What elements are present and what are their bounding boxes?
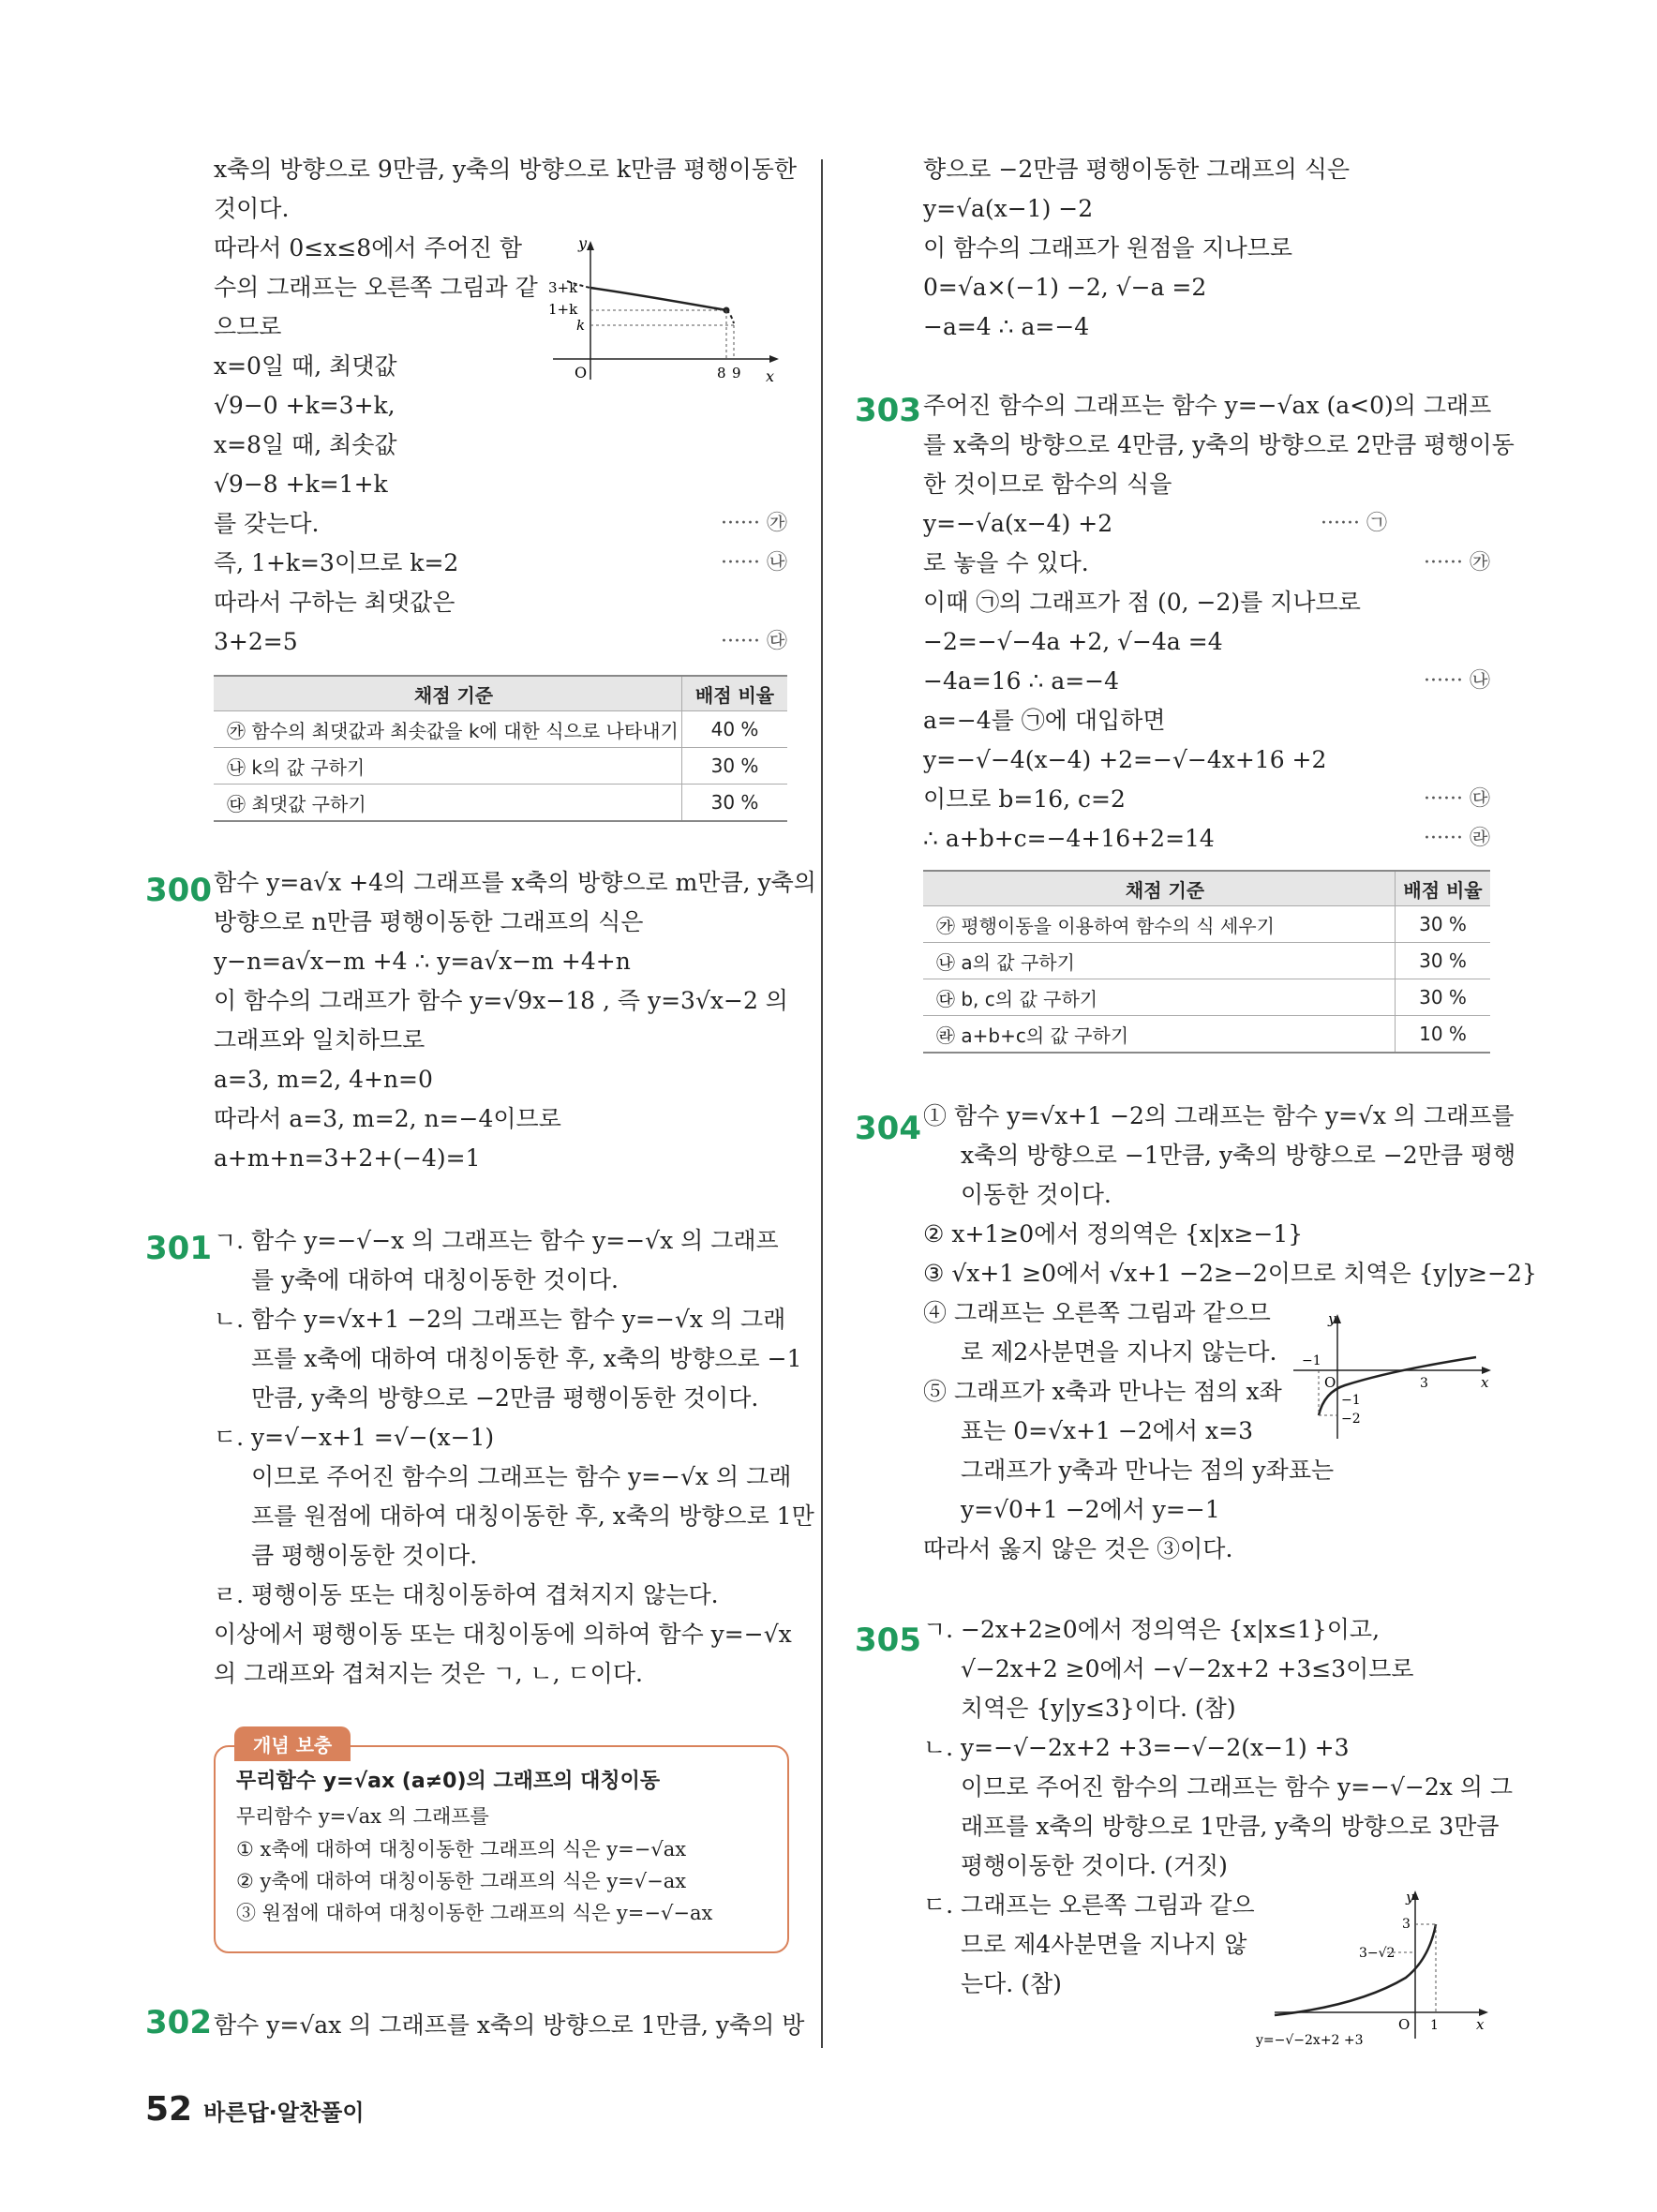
concept-title: 무리함수 y=√ax (a≠0)의 그래프의 대칭이동 bbox=[236, 1770, 661, 1793]
marker-da: ······ ㉰ bbox=[1424, 787, 1490, 811]
text-line: ㄷ. y=√−x+1 =√−(x−1) bbox=[214, 1424, 495, 1451]
text-line: 표는 0=√x+1 −2에서 x=3 bbox=[961, 1417, 1253, 1444]
text-line: 따라서 a=3, m=2, n=−4이므로 bbox=[214, 1105, 561, 1132]
text-line: ㄱ. −2x+2≥0에서 정의역은 {x|x≤1}이고, bbox=[923, 1616, 1381, 1643]
marker-ga: ······ ㉮ bbox=[1424, 551, 1490, 575]
text-line: 이동한 것이다. bbox=[961, 1181, 1112, 1208]
text-line: 주어진 함수의 그래프는 함수 y=−√ax (a<0)의 그래프 bbox=[923, 392, 1492, 419]
text-line: ㄹ. 평행이동 또는 대칭이동하여 겹쳐지지 않는다. bbox=[214, 1581, 719, 1608]
table-row bbox=[214, 748, 787, 785]
text-line: x=0일 때, 최댓값 bbox=[214, 352, 397, 380]
tick-label: 3 bbox=[1420, 1376, 1428, 1391]
marker-da: ······ ㉰ bbox=[721, 630, 787, 653]
tick-label: 8 bbox=[717, 365, 726, 381]
text-line: 함수 y=√ax 의 그래프를 x축의 방향으로 1만큼, y축의 방 bbox=[214, 2011, 805, 2039]
text-line: 그래프와 일치하므로 bbox=[214, 1026, 425, 1054]
table-cell: 30 % bbox=[1396, 943, 1491, 979]
text-line: 이므로 주어진 함수의 그래프는 함수 y=−√x 의 그래 bbox=[251, 1463, 792, 1490]
text-line: x축의 방향으로 9만큼, y축의 방향으로 k만큼 평행이동한 bbox=[214, 156, 798, 183]
problem-number-305: 305 bbox=[855, 1622, 921, 1659]
concept-line: ③ 원점에 대하여 대칭이동한 그래프의 식은 y=−√−ax bbox=[236, 1902, 713, 1924]
problem-number-300: 300 bbox=[145, 872, 212, 909]
axis-label: y bbox=[1406, 1889, 1414, 1906]
text-line: 를 y축에 대하여 대칭이동한 것이다. bbox=[251, 1266, 619, 1293]
table-row bbox=[923, 906, 1490, 943]
text-line: 의 그래프와 겹쳐지는 것은 ㄱ, ㄴ, ㄷ이다. bbox=[214, 1660, 643, 1687]
text-line: 치역은 {y|y≤3}이다. (참) bbox=[961, 1695, 1236, 1722]
text-line: 므로 제4사분면을 지나지 않 bbox=[961, 1931, 1247, 1958]
table-cell: ㉰ b, c의 값 구하기 bbox=[923, 979, 1396, 1016]
text-line: 를 x축의 방향으로 4만큼, y축의 방향으로 2만큼 평행이동 bbox=[923, 431, 1515, 458]
page-number: 52 bbox=[145, 2090, 193, 2129]
graph-304 bbox=[1289, 1312, 1495, 1443]
graph-305 bbox=[1256, 1889, 1490, 2048]
scoring-table-1 bbox=[214, 675, 787, 822]
text-line: 그래프가 y축과 만나는 점의 y좌표는 bbox=[961, 1457, 1335, 1484]
table-row bbox=[214, 711, 787, 748]
marker-na: ······ ㉯ bbox=[721, 551, 787, 575]
tick-label: 3−√2 bbox=[1359, 1946, 1396, 1961]
table-header: 채점 기준 bbox=[214, 676, 682, 711]
text-line: √−2x+2 ≥0에서 −√−2x+2 +3≤3이므로 bbox=[961, 1655, 1414, 1682]
text-line: a+m+n=3+2+(−4)=1 bbox=[214, 1144, 481, 1172]
text-line: 평행이동한 것이다. (거짓) bbox=[961, 1852, 1228, 1879]
text-line: 따라서 옳지 않은 것은 ③이다. bbox=[923, 1535, 1233, 1562]
axis-label: x bbox=[1476, 2016, 1485, 2033]
text-line: 따라서 0≤x≤8에서 주어진 함 bbox=[214, 234, 522, 262]
table-cell: 30 % bbox=[682, 748, 788, 785]
problem-number-304: 304 bbox=[855, 1110, 921, 1147]
text-line: √9−8 +k=1+k bbox=[214, 471, 388, 498]
table-cell: 40 % bbox=[682, 711, 788, 748]
axis-label: x bbox=[766, 367, 775, 385]
tick-label: 9 bbox=[732, 365, 741, 381]
text-line: 프를 x축에 대하여 대칭이동한 후, x축의 방향으로 −1 bbox=[251, 1345, 802, 1372]
tick-label: −2 bbox=[1341, 1412, 1361, 1427]
text-line: −4a=16 ∴ a=−4 ······ ㉯ bbox=[923, 662, 1490, 701]
function-label: y=−√−2x+2 +3 bbox=[1256, 2033, 1364, 2048]
problem-number-302: 302 bbox=[145, 2004, 212, 2041]
marker-na: ······ ㉯ bbox=[1424, 669, 1490, 693]
text-line: 방향으로 n만큼 평행이동한 그래프의 식은 bbox=[214, 908, 644, 935]
table-row bbox=[923, 979, 1490, 1016]
text-line: 으므로 bbox=[214, 313, 282, 340]
table-header-row bbox=[923, 871, 1490, 906]
table-cell: 30 % bbox=[1396, 906, 1491, 943]
origin-label: O bbox=[575, 364, 588, 381]
table-row bbox=[214, 785, 787, 822]
concept-box bbox=[214, 1734, 789, 1953]
text-line: ② x+1≥0에서 정의역은 {x|x≥−1} bbox=[923, 1220, 1304, 1248]
table-cell: ㉯ a의 값 구하기 bbox=[923, 943, 1396, 979]
table-header-row bbox=[214, 676, 787, 711]
tick-label: 3 bbox=[1402, 1917, 1411, 1932]
text-line: 따라서 구하는 최댓값은 bbox=[214, 589, 455, 616]
axis-label: y bbox=[1328, 1312, 1336, 1327]
table-cell: ㉱ a+b+c의 값 구하기 bbox=[923, 1016, 1396, 1054]
table-cell: 30 % bbox=[682, 785, 788, 822]
right-column bbox=[923, 150, 1537, 2004]
table-header: 배점 비율 bbox=[1396, 871, 1491, 906]
text-line: 이므로 b=16, c=2 ······ ㉰ bbox=[923, 780, 1490, 819]
text-line: ∴ a+b+c=−4+16+2=14 ······ ㉱ bbox=[923, 819, 1490, 859]
concept-line: ② y축에 대하여 대칭이동한 그래프의 식은 y=√−ax bbox=[236, 1870, 687, 1892]
text-line: 이상에서 평행이동 또는 대칭이동에 의하여 함수 y=−√x bbox=[214, 1621, 792, 1648]
table-cell: ㉯ k의 값 구하기 bbox=[214, 748, 682, 785]
text-line: a=3, m=2, 4+n=0 bbox=[214, 1066, 433, 1093]
text-line: 함수 y=a√x +4의 그래프를 x축의 방향으로 m만큼, y축의 bbox=[214, 869, 816, 896]
text-line: ① 함수 y=√x+1 −2의 그래프는 함수 y=√x 의 그래프를 bbox=[923, 1102, 1515, 1129]
scoring-table-2 bbox=[923, 870, 1490, 1054]
concept-tag: 개념 보충 bbox=[234, 1726, 351, 1761]
table-header: 채점 기준 bbox=[923, 871, 1396, 906]
text-line: 3+2=5 ······ ㉰ bbox=[214, 622, 787, 662]
text-line: y=−√−4(x−4) +2=−√−4x+16 +2 bbox=[923, 746, 1327, 773]
text-line: ⑤ 그래프가 x축과 만나는 점의 x좌 bbox=[923, 1378, 1282, 1405]
text-line: y=√0+1 −2에서 y=−1 bbox=[961, 1496, 1220, 1523]
text-line: y=√a(x−1) −2 bbox=[923, 195, 1094, 222]
column-divider bbox=[821, 159, 823, 2048]
text-line: a=−4를 ㉠에 대입하면 bbox=[923, 707, 1166, 734]
text-line: ④ 그래프는 오른쪽 그림과 같으므 bbox=[923, 1299, 1271, 1326]
table-cell: 10 % bbox=[1396, 1016, 1491, 1054]
text-line: 이때 ㉠의 그래프가 점 (0, −2)를 지나므로 bbox=[923, 589, 1361, 616]
tick-label: −1 bbox=[1341, 1393, 1361, 1408]
table-header: 배점 비율 bbox=[682, 676, 788, 711]
origin-label: O bbox=[1324, 1374, 1336, 1391]
origin-label: O bbox=[1398, 2016, 1411, 2033]
text-line: 것이다. bbox=[214, 195, 290, 222]
text-line: 즉, 1+k=3이므로 k=2 ······ ㉯ bbox=[214, 544, 787, 583]
text-line: ③ √x+1 ≥0에서 √x+1 −2≥−2이므로 치역은 {y|y≥−2} bbox=[923, 1260, 1537, 1287]
text-line: y=−√a(x−4) +2 ······ ㉠ bbox=[923, 504, 1490, 544]
text-line: ㄱ. 함수 y=−√−x 의 그래프는 함수 y=−√x 의 그래프 bbox=[214, 1227, 779, 1254]
marker-ga: ······ ㉮ bbox=[721, 512, 787, 535]
text-line: 프를 원점에 대하여 대칭이동한 후, x축의 방향으로 1만 bbox=[251, 1502, 814, 1530]
tick-label: 3+k bbox=[548, 279, 578, 296]
text-line: 큼 평행이동한 것이다. bbox=[251, 1542, 478, 1569]
text-line: 래프를 x축의 방향으로 1만큼, y축의 방향으로 3만큼 bbox=[961, 1813, 1500, 1840]
marker-eq: ······ ㉠ bbox=[1321, 512, 1387, 535]
text-line: √9−0 +k=3+k, bbox=[214, 392, 396, 419]
problem-number-303: 303 bbox=[855, 392, 921, 429]
book-title: 바른답·알찬풀이 bbox=[203, 2100, 365, 2126]
text-line: −2=−√−4a +2, √−4a =4 bbox=[923, 628, 1223, 655]
axis-label: y bbox=[578, 239, 588, 252]
table-cell: 30 % bbox=[1396, 979, 1491, 1016]
text-line: 는다. (참) bbox=[961, 1970, 1062, 1997]
text-line: 이 함수의 그래프가 함수 y=√9x−18 , 즉 y=3√x−2 의 bbox=[214, 987, 788, 1014]
marker-ra: ······ ㉱ bbox=[1424, 827, 1490, 850]
text-line: 한 것이므로 함수의 식을 bbox=[923, 471, 1172, 498]
concept-line: ① x축에 대하여 대칭이동한 그래프의 식은 y=−√ax bbox=[236, 1838, 687, 1861]
text-line: x=8일 때, 최솟값 bbox=[214, 431, 397, 458]
text-line: 이 함수의 그래프가 원점을 지나므로 bbox=[923, 234, 1293, 262]
text-line: 향으로 −2만큼 평행이동한 그래프의 식은 bbox=[923, 156, 1351, 183]
text-line: x축의 방향으로 −1만큼, y축의 방향으로 −2만큼 평행 bbox=[961, 1142, 1516, 1169]
text-line: ㄴ. y=−√−2x+2 +3=−√−2(x−1) +3 bbox=[923, 1734, 1350, 1761]
text-line: 를 갖는다. ······ ㉮ bbox=[214, 504, 787, 544]
tick-label: 1 bbox=[1430, 2018, 1439, 2033]
text-line: 로 제2사분면을 지나지 않는다. bbox=[961, 1338, 1277, 1366]
table-row bbox=[923, 1016, 1490, 1054]
page-footer bbox=[145, 2090, 365, 2129]
tick-label: 1+k bbox=[548, 301, 578, 318]
problem-number-301: 301 bbox=[145, 1230, 212, 1267]
axis-label: x bbox=[1481, 1374, 1489, 1391]
concept-line: 무리함수 y=√ax 의 그래프를 bbox=[236, 1805, 489, 1828]
text-line: ㄴ. 함수 y=√x+1 −2의 그래프는 함수 y=−√x 의 그래 bbox=[214, 1306, 786, 1333]
tick-label: −1 bbox=[1302, 1353, 1321, 1368]
table-cell: ㉮ 평행이동을 이용하여 함수의 식 세우기 bbox=[923, 906, 1396, 943]
tick-label: k bbox=[576, 317, 586, 334]
text-line: 이므로 주어진 함수의 그래프는 함수 y=−√−2x 의 그 bbox=[961, 1773, 1514, 1801]
table-cell: ㉮ 함수의 최댓값과 최솟값을 k에 대한 식으로 나타내기 bbox=[214, 711, 682, 748]
table-cell: ㉰ 최댓값 구하기 bbox=[214, 785, 682, 822]
text-line: 로 놓을 수 있다. ······ ㉮ bbox=[923, 544, 1490, 583]
text-line: y−n=a√x−m +4 ∴ y=a√x−m +4+n bbox=[214, 948, 631, 975]
text-line: ㄷ. 그래프는 오른쪽 그림과 같으 bbox=[923, 1891, 1255, 1919]
graph-sqrt-max-min bbox=[548, 239, 783, 389]
table-row bbox=[923, 943, 1490, 979]
text-line: 0=√a×(−1) −2, √−a =2 bbox=[923, 274, 1207, 301]
text-line: 만큼, y축의 방향으로 −2만큼 평행이동한 것이다. bbox=[251, 1384, 759, 1412]
text-line: 수의 그래프는 오른쪽 그림과 같 bbox=[214, 274, 538, 301]
text-line: −a=4 ∴ a=−4 bbox=[923, 313, 1090, 340]
